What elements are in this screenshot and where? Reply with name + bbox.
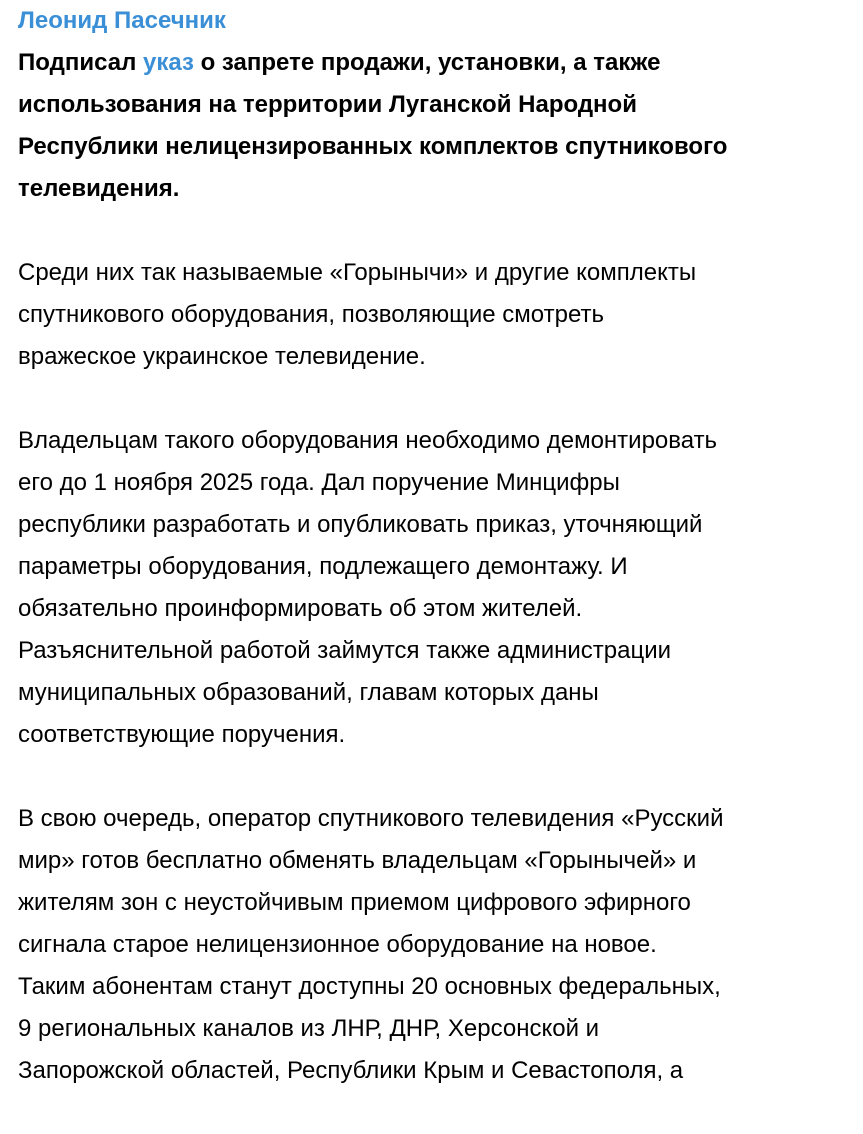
paragraph-4 (18, 798, 863, 1092)
paragraph-line: Владельцам такого оборудования необходимо демонтировать (18, 427, 718, 454)
paragraph-line: республики разработать и опубликовать приказ, уточняющий (18, 511, 703, 538)
paragraph-line: 9 региональных каналов из ЛНР, ДНР, Херсонской и (18, 1015, 600, 1042)
paragraph-line: вражеское украинское телевидение. (18, 343, 426, 370)
paragraph-line: Запорожской областей, Республики Крым и Севастополя, а (18, 1057, 684, 1084)
intro-text-after-link: о запрете продажи, установки, а также (193, 49, 661, 76)
paragraph-line: спутникового оборудования, позволяющие смотреть (18, 301, 604, 328)
intro-text-before-link: Подписал (18, 49, 143, 76)
paragraph-line: сигнала старое нелицензионное оборудование на новое. (18, 931, 657, 958)
intro-line-1 (18, 42, 863, 84)
decree-link[interactable]: указ (142, 49, 194, 76)
paragraph-line: Таким абонентам станут доступны 20 основных федеральных, (18, 973, 721, 1000)
paragraph-line: его до 1 ноября 2025 года. Дал поручение Минцифры (18, 469, 620, 496)
post (18, 0, 863, 1134)
intro-line-2: использования на территории Луганской Народной (18, 91, 637, 118)
intro-line-4: телевидения. (18, 175, 180, 202)
paragraph-line: соответствующие поручения. (18, 721, 346, 748)
paragraph-line: Разъяснительной работой займутся также администрации (18, 637, 672, 664)
paragraph-line: муниципальных образований, главам которых даны (18, 679, 599, 706)
paragraph-2 (18, 252, 863, 378)
author-name[interactable]: Леонид Пасечник (18, 7, 226, 34)
paragraph-3 (18, 420, 863, 756)
paragraph-line: обязательно проинформировать об этом жителей. (18, 595, 583, 622)
intro-line-3: Республики нелицензированных комплектов спутникового (18, 133, 728, 160)
paragraph-line: жителям зон с неустойчивым приемом цифрового эфирного (18, 889, 691, 916)
paragraph-line: Среди них так называемые «Горынычи» и другие комплекты (18, 259, 697, 286)
paragraph-line: мир» готов бесплатно обменять владельцам «Горынычей» и (18, 847, 697, 874)
post-intro (18, 42, 863, 210)
paragraph-line: В свою очередь, оператор спутникового телевидения «Русский (18, 805, 724, 832)
paragraph-line: параметры оборудования, подлежащего демонтажу. И (18, 553, 628, 580)
